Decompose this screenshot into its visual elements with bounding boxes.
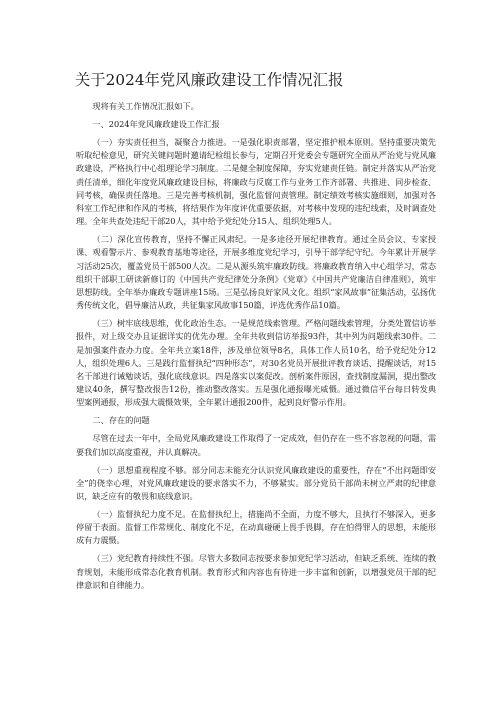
section-1-paragraph-1: （一）夯实责任担当，凝聚合力推进。一是强化职责部署，坚定推护根本原则。坚持重要决策先听取纪检意见，研究关键问题时邀请纪检组长参与，定期召开党委会专题研究全面从严治党与党风廉政建设，严格执行中心组理论学习制度。二是健全制度保障，夯实党建责任链。制定并落实从严治党责任清单，细化年度党风廉政建设目标，将廉政与反腐工作与业务工作齐部署、共推进、同步检查、同考核，确保责任落地。三是完善考核机制，强化监督问责管理。制定绩效考核实施细则，加强对各科室工作纪律和作风的考核，将结果作为年度评优重要依据，对考核中发现的违纪线索，及时调查处理。全年共查处违纪干部20人，其中给予党纪处分15人、组织处理5人。: [76, 137, 436, 227]
section-1-heading: 一、2024年党风廉政建设工作汇报: [92, 119, 220, 129]
section-2-paragraph-2: （一）思想重视程度不够。部分同志未能充分认识党风廉政建设的重要性，存在“不出问题即安全”的侥幸心理，对党风廉政建设的要求落实不力，不够紧实。部分党员干部尚未树立严肃的纪律意识，缺乏应有的敬畏和底线意识。: [76, 464, 436, 502]
section-2-paragraph-3: （一）监督执纪力度不足。在监督执纪上，措施尚不全面，力度不够大，且执行不够深入，更多停留于表面。监督工作常规化、制度化不足，在动真碰硬上畏手畏脚，存在怕得罪人的思想，未能形成有力震慑。: [76, 509, 436, 546]
section-2-paragraph-4: （三）党纪教育持续性不强。尽管大多数同志按要求参加党纪学习活动，但缺乏系统、连续的教育规划，未能形成常态化教育机制。教育形式和内容也有待进一步丰富和创新，以增强党员干部的纪律意识和自律能力。: [76, 553, 436, 590]
document-title: 关于2024年党风廉政建设工作情况汇报: [75, 71, 344, 89]
section-2-heading: 二、存在的问题: [92, 415, 150, 426]
section-1-paragraph-2: （二）深化宣传教育，坚持不懈正风肃纪。一是多途径开展纪律教育。通过全员会议、专家授课、观看警示片、参观教育基地等途径，开展多维度党纪学习，引导干部学纪守纪。今年累计开展学习活动25次，覆盖党员干部500人次。二是从源头筑牢廉政防线。将廉政教育纳入中心组学习，常态组织干部职工研读新修订的《中国共产党纪律处分条例》《党章》《中国共产党廉洁自律准则》，筑牢思想防线。全年举办廉政专题讲座15场。三是弘扬良好家风文化。组织“家风故事”征集活动，弘扬优秀传统文化，倡导廉洁从政，共征集家风故事150篇，评选优秀作品10篇。: [76, 234, 436, 311]
intro-text: 现将有关工作情况汇报如下。: [92, 101, 199, 111]
section-1-paragraph-3: （三）树牢底线思维，优化政治生态。一是规范线索管理。严格问题线索管理，分类处置信访举报件，对上级交办且证据详实的优先办理。全年共收到信访举报93件，其中列为问题线索30件。二是加强案件查办力度。全年共立案18件，涉及单位领导8名，具体工作人员10名，给予党纪处分12人，组织处理6人。三是践行监督执纪“四种形态”，对30名党员开展批评教育谈话、提醒谈话，对15名干部进行诫勉谈话，强化底线意识。四是落实以案促改。剖析案件原因，查找制度漏洞，提出整改建议40条，撰写整改报告12份，推动整改落实。五是强化通报曝光威慑。通过微信平台每日转发典型案例通报，形成强大震慑效果，全年累计通报200件，起到良好警示作用。: [76, 318, 436, 408]
section-2-paragraph-1: 尽管在过去一年中，全局党风廉政建设工作取得了一定成效，但仍存在一些不容忽视的问题，需要我们加以高度重视，并认真解决。: [76, 433, 436, 457]
